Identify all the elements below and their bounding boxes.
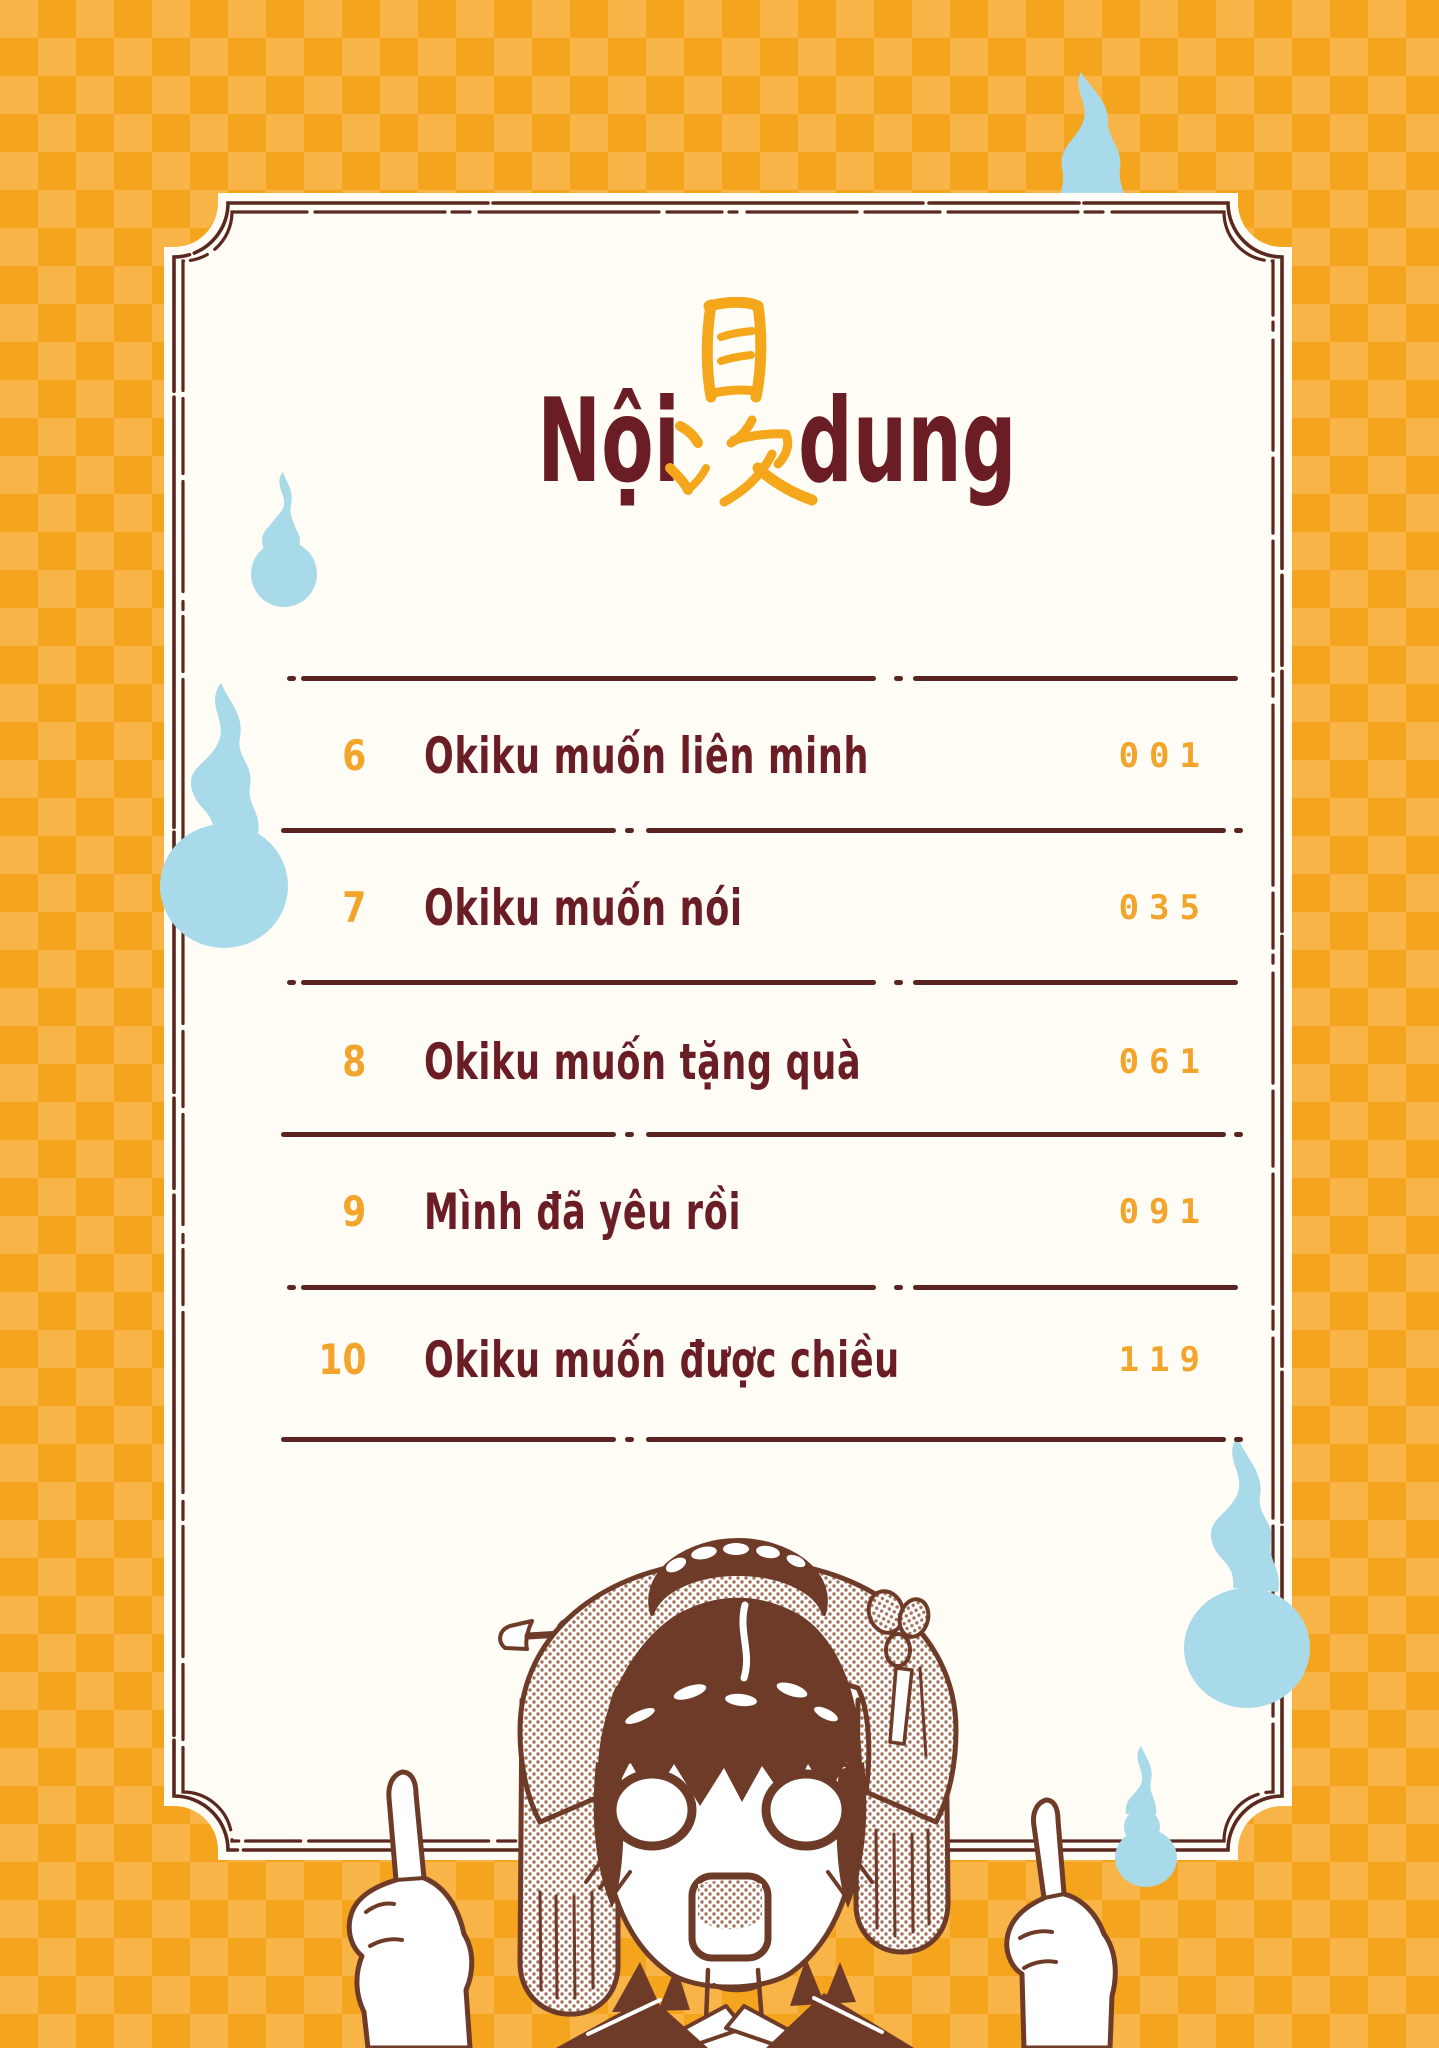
toc-row: [0, 1177, 1439, 1247]
kanji-me-icon: [695, 297, 771, 403]
chapter-title: Okiku muốn tặng quà: [424, 1033, 862, 1091]
page-title-part2: dung: [798, 374, 1017, 509]
left-eye: [612, 1774, 692, 1846]
chapter-title: Okiku muốn được chiều: [424, 1331, 900, 1389]
chapter-number: 8: [342, 1037, 366, 1086]
toc-row: [0, 873, 1439, 943]
chapter-number: 7: [342, 883, 366, 932]
page-number: 091: [1118, 1192, 1210, 1232]
toc-row: [0, 721, 1439, 791]
chapter-number: 9: [342, 1187, 366, 1236]
toc-row: [0, 1027, 1439, 1097]
chapter-title: Okiku muốn liên minh: [424, 727, 870, 785]
page-number: 061: [1118, 1042, 1210, 1082]
left-pointing-hand: [349, 1772, 472, 2048]
open-mouth: [692, 1876, 768, 1958]
page-number: 119: [1118, 1340, 1210, 1380]
page-number: 001: [1118, 736, 1210, 776]
chapter-number: 6: [342, 731, 366, 780]
right-eye: [766, 1774, 846, 1846]
toc-row: [0, 1325, 1439, 1395]
character-illustration: [340, 1490, 1120, 2048]
right-pointing-hand: [1007, 1800, 1116, 2048]
kanji-ji-icon: [660, 414, 826, 510]
page-number: 035: [1118, 888, 1210, 928]
chapter-title: Mình đã yêu rồi: [424, 1183, 742, 1241]
chapter-title: Okiku muốn nói: [424, 879, 743, 937]
chapter-number: 10: [318, 1335, 366, 1384]
page-title-part1: Nội: [537, 374, 680, 509]
